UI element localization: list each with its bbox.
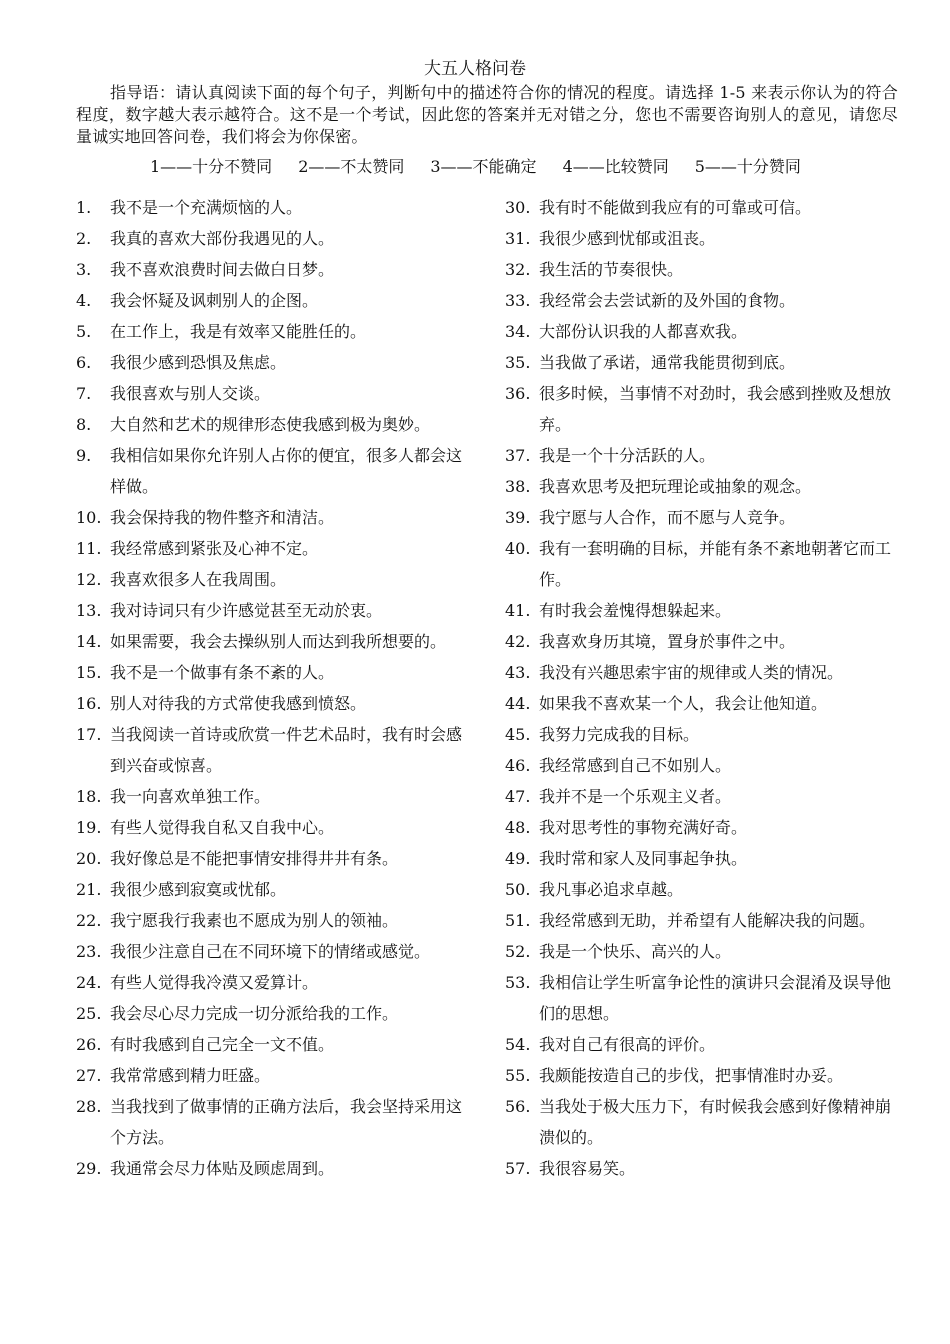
question-number: 17. xyxy=(76,725,102,744)
question-text: 我对诗词只有少许感觉甚至无动於衷。 xyxy=(110,601,383,620)
question-item xyxy=(76,316,466,347)
question-text: 我好像总是不能把事情安排得井井有条。 xyxy=(110,849,399,868)
question-item xyxy=(76,1029,466,1060)
question-text: 我常常感到精力旺盛。 xyxy=(110,1066,271,1085)
question-number: 9. xyxy=(76,446,92,465)
question-item xyxy=(505,192,895,223)
question-text: 我时常和家人及同事起争执。 xyxy=(539,849,748,868)
question-number: 7. xyxy=(76,384,92,403)
scale-option: 3——不能确定 xyxy=(430,157,537,176)
question-text: 我有一套明确的目标，并能有条不紊地朝著它而工作。 xyxy=(539,539,892,589)
question-item xyxy=(76,843,466,874)
question-text: 如果我不喜欢某一个人，我会让他知道。 xyxy=(539,694,828,713)
question-item xyxy=(76,440,466,502)
question-item xyxy=(505,1029,895,1060)
question-number: 4. xyxy=(76,291,92,310)
question-number: 47. xyxy=(505,787,531,806)
question-number: 50. xyxy=(505,880,531,899)
question-number: 39. xyxy=(505,508,531,527)
question-item xyxy=(76,657,466,688)
question-text: 当我做了承诺，通常我能贯彻到底。 xyxy=(539,353,796,372)
question-item xyxy=(76,1153,466,1184)
question-number: 10. xyxy=(76,508,102,527)
question-number: 29. xyxy=(76,1159,102,1178)
question-text: 我凡事必追求卓越。 xyxy=(539,880,684,899)
question-item xyxy=(505,657,895,688)
question-item xyxy=(76,626,466,657)
rating-scale xyxy=(150,155,910,179)
question-text: 有时我会羞愧得想躲起来。 xyxy=(539,601,732,620)
question-item xyxy=(76,874,466,905)
question-item xyxy=(505,347,895,378)
scale-option: 2——不太赞同 xyxy=(298,157,405,176)
question-number: 49. xyxy=(505,849,531,868)
instructions xyxy=(76,82,898,148)
question-text: 我不喜欢浪费时间去做白日梦。 xyxy=(110,260,335,279)
question-item xyxy=(76,1091,466,1153)
question-item xyxy=(76,688,466,719)
question-text: 我会保持我的物件整齐和清洁。 xyxy=(110,508,335,527)
question-number: 57. xyxy=(505,1159,531,1178)
question-text: 我喜欢思考及把玩理论或抽象的观念。 xyxy=(539,477,812,496)
instructions-text: 指导语：请认真阅读下面的每个句子，判断句中的描述符合你的情况的程度。请选择 1-5 来表示你认为的符合程度，数字越大表示越符合。这不是一个考试，因此您的答案并无对错之分，您也不需要咨询别人的意见，请您尽量诚实地回答问卷，我们将会为你保密。 xyxy=(76,83,898,146)
scale-option: 1——十分不赞同 xyxy=(150,157,273,176)
question-text: 有些人觉得我冷漠又爱算计。 xyxy=(110,973,319,992)
question-item xyxy=(76,502,466,533)
question-item xyxy=(76,192,466,223)
question-number: 45. xyxy=(505,725,531,744)
question-item xyxy=(76,409,466,440)
question-number: 22. xyxy=(76,911,102,930)
question-number: 35. xyxy=(505,353,531,372)
question-text: 我经常感到无助，并希望有人能解决我的问题。 xyxy=(539,911,876,930)
question-number: 37. xyxy=(505,446,531,465)
question-item xyxy=(505,1091,895,1153)
question-text: 当我阅读一首诗或欣赏一件艺术品时，我有时会感到兴奋或惊喜。 xyxy=(110,725,463,775)
question-number: 24. xyxy=(76,973,102,992)
question-text: 我喜欢很多人在我周围。 xyxy=(110,570,287,589)
question-text: 我会尽心尽力完成一切分派给我的工作。 xyxy=(110,1004,399,1023)
question-item xyxy=(505,502,895,533)
question-item xyxy=(505,254,895,285)
question-item xyxy=(76,812,466,843)
question-item xyxy=(76,347,466,378)
question-number: 56. xyxy=(505,1097,531,1116)
question-number: 15. xyxy=(76,663,102,682)
question-item xyxy=(505,936,895,967)
question-number: 23. xyxy=(76,942,102,961)
scale-option: 4——比较赞同 xyxy=(562,157,669,176)
question-item xyxy=(505,316,895,347)
item-list-left xyxy=(76,192,466,1184)
question-item xyxy=(505,719,895,750)
question-text: 当我处于极大压力下，有时候我会感到好像精神崩溃似的。 xyxy=(539,1097,892,1147)
question-number: 20. xyxy=(76,849,102,868)
question-number: 8. xyxy=(76,415,92,434)
question-text: 我是一个快乐、高兴的人。 xyxy=(539,942,732,961)
question-text: 我喜欢身历其境，置身於事件之中。 xyxy=(539,632,796,651)
question-item xyxy=(505,688,895,719)
question-number: 53. xyxy=(505,973,531,992)
question-item xyxy=(76,533,466,564)
item-list-right xyxy=(505,192,895,1184)
question-text: 我宁愿我行我素也不愿成为别人的领袖。 xyxy=(110,911,399,930)
question-number: 21. xyxy=(76,880,102,899)
question-item xyxy=(505,1153,895,1184)
question-item xyxy=(505,812,895,843)
question-item xyxy=(505,378,895,440)
question-text: 我宁愿与人合作，而不愿与人竞争。 xyxy=(539,508,796,527)
question-item xyxy=(76,781,466,812)
question-number: 6. xyxy=(76,353,92,372)
question-item xyxy=(505,440,895,471)
question-item xyxy=(76,285,466,316)
question-number: 2. xyxy=(76,229,92,248)
question-item xyxy=(76,378,466,409)
question-number: 19. xyxy=(76,818,102,837)
question-item xyxy=(76,595,466,626)
question-number: 30. xyxy=(505,198,531,217)
question-text: 我真的喜欢大部份我遇见的人。 xyxy=(110,229,335,248)
question-text: 在工作上，我是有效率又能胜任的。 xyxy=(110,322,367,341)
question-text: 大自然和艺术的规律形态使我感到极为奥妙。 xyxy=(110,415,431,434)
question-number: 52. xyxy=(505,942,531,961)
question-number: 33. xyxy=(505,291,531,310)
question-text: 我一向喜欢单独工作。 xyxy=(110,787,271,806)
question-text: 我很喜欢与别人交谈。 xyxy=(110,384,271,403)
question-number: 51. xyxy=(505,911,531,930)
question-number: 44. xyxy=(505,694,531,713)
question-number: 28. xyxy=(76,1097,102,1116)
question-item xyxy=(505,533,895,595)
question-number: 41. xyxy=(505,601,531,620)
question-text: 我是一个十分活跃的人。 xyxy=(539,446,716,465)
question-item xyxy=(505,626,895,657)
question-item xyxy=(76,564,466,595)
question-item xyxy=(76,998,466,1029)
question-number: 34. xyxy=(505,322,531,341)
question-item xyxy=(505,223,895,254)
question-item xyxy=(505,595,895,626)
question-item xyxy=(505,843,895,874)
question-text: 我经常感到自己不如别人。 xyxy=(539,756,732,775)
question-text: 很多时候，当事情不对劲时，我会感到挫败及想放弃。 xyxy=(539,384,892,434)
question-item xyxy=(505,967,895,1029)
question-number: 46. xyxy=(505,756,531,775)
question-number: 38. xyxy=(505,477,531,496)
question-number: 36. xyxy=(505,384,531,403)
question-text: 有些人觉得我自私又自我中心。 xyxy=(110,818,335,837)
question-text: 我对自己有很高的评价。 xyxy=(539,1035,716,1054)
question-text: 我不是一个做事有条不紊的人。 xyxy=(110,663,335,682)
question-text: 我相信让学生听富争论性的演讲只会混淆及误导他们的思想。 xyxy=(539,973,892,1023)
question-item xyxy=(76,936,466,967)
question-text: 我没有兴趣思索宇宙的规律或人类的情况。 xyxy=(539,663,844,682)
question-text: 我努力完成我的目标。 xyxy=(539,725,700,744)
question-item xyxy=(505,781,895,812)
question-text: 我生活的节奏很快。 xyxy=(539,260,684,279)
question-number: 5. xyxy=(76,322,92,341)
question-text: 我并不是一个乐观主义者。 xyxy=(539,787,732,806)
question-item xyxy=(76,719,466,781)
question-number: 14. xyxy=(76,632,102,651)
question-text: 我有时不能做到我应有的可靠或可信。 xyxy=(539,198,812,217)
question-number: 13. xyxy=(76,601,102,620)
question-text: 如果需要，我会去操纵别人而达到我所想要的。 xyxy=(110,632,447,651)
question-item xyxy=(505,471,895,502)
question-text: 我颇能按造自己的步伐，把事情准时办妥。 xyxy=(539,1066,844,1085)
question-number: 25. xyxy=(76,1004,102,1023)
question-number: 32. xyxy=(505,260,531,279)
question-text: 我很容易笑。 xyxy=(539,1159,636,1178)
question-number: 54. xyxy=(505,1035,531,1054)
question-item xyxy=(505,874,895,905)
question-text: 当我找到了做事情的正确方法后，我会坚持采用这个方法。 xyxy=(110,1097,463,1147)
question-text: 我很少感到忧郁或沮丧。 xyxy=(539,229,716,248)
question-number: 42. xyxy=(505,632,531,651)
question-number: 26. xyxy=(76,1035,102,1054)
question-item xyxy=(76,967,466,998)
question-item xyxy=(505,1060,895,1091)
question-item xyxy=(505,750,895,781)
question-text: 我很少注意自己在不同环境下的情绪或感觉。 xyxy=(110,942,431,961)
question-number: 16. xyxy=(76,694,102,713)
question-item xyxy=(76,1060,466,1091)
question-number: 12. xyxy=(76,570,102,589)
question-number: 55. xyxy=(505,1066,531,1085)
question-number: 43. xyxy=(505,663,531,682)
question-number: 3. xyxy=(76,260,92,279)
question-text: 别人对待我的方式常使我感到愤怒。 xyxy=(110,694,367,713)
question-text: 我很少感到恐惧及焦虑。 xyxy=(110,353,287,372)
question-text: 我不是一个充满烦恼的人。 xyxy=(110,198,303,217)
page-title: 大五人格问卷 xyxy=(424,59,526,79)
question-text: 我会怀疑及讽刺别人的企图。 xyxy=(110,291,319,310)
question-text: 我对思考性的事物充满好奇。 xyxy=(539,818,748,837)
question-text: 我相信如果你允许别人占你的便宜，很多人都会这样做。 xyxy=(110,446,463,496)
question-item xyxy=(505,285,895,316)
question-number: 48. xyxy=(505,818,531,837)
question-text: 有时我感到自己完全一文不值。 xyxy=(110,1035,335,1054)
question-number: 11. xyxy=(76,539,102,558)
question-text: 我经常会去尝试新的及外国的食物。 xyxy=(539,291,796,310)
question-item xyxy=(76,223,466,254)
question-text: 我很少感到寂寞或忧郁。 xyxy=(110,880,287,899)
question-number: 40. xyxy=(505,539,531,558)
question-text: 大部份认识我的人都喜欢我。 xyxy=(539,322,748,341)
question-number: 27. xyxy=(76,1066,102,1085)
question-text: 我经常感到紧张及心神不定。 xyxy=(110,539,319,558)
question-item xyxy=(76,254,466,285)
question-number: 1. xyxy=(76,198,92,217)
question-number: 31. xyxy=(505,229,531,248)
scale-option: 5——十分赞同 xyxy=(694,157,801,176)
question-text: 我通常会尽力体贴及顾虑周到。 xyxy=(110,1159,335,1178)
question-item xyxy=(76,905,466,936)
question-item xyxy=(505,905,895,936)
question-number: 18. xyxy=(76,787,102,806)
